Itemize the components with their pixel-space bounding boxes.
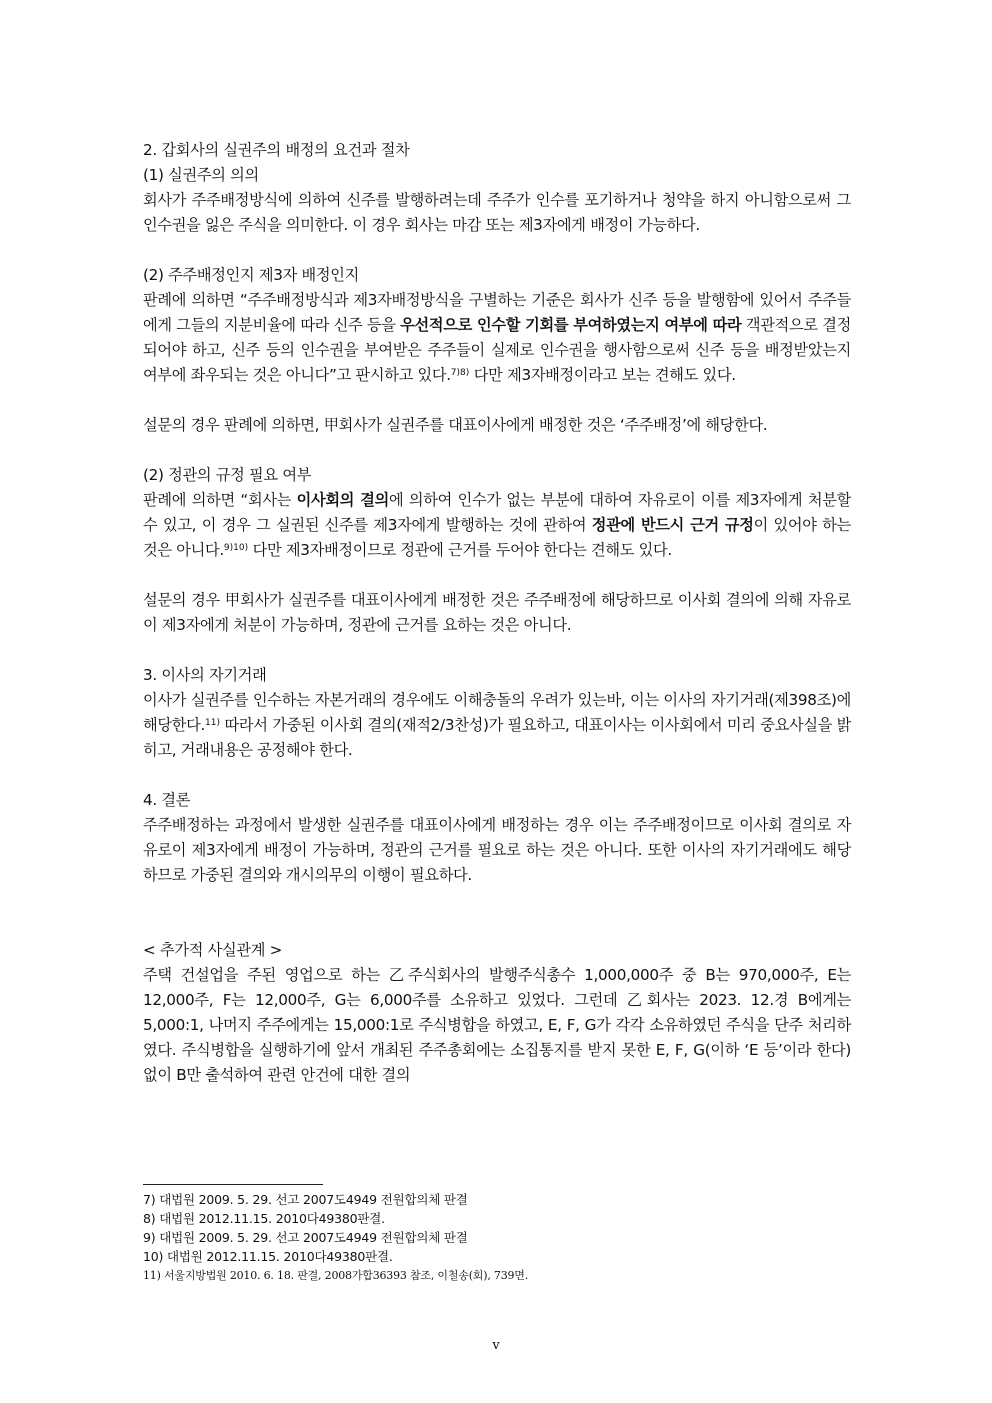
- section-2-1-paragraph: 회사가 주주배정방식에 의하여 신주를 발행하려는데 주주가 인수를 포기하거나 청약을 하지 아니함으로써 그 인수권을 잃은 주식을 의미한다. 이 경우 회사는 마감 또는 제3자에게 배정이 가능하다.: [143, 191, 851, 234]
- section-2-3-conclusion: 설문의 경우 甲회사가 실권주를 대표이사에게 배정한 것은 주주배정에 해당하므로 이사회 결의에 의해 자유로이 제3자에게 처분이 가능하며, 정관에 근거를 요하는 것은 아니다.: [143, 591, 851, 634]
- section-3-title: 3. 이사의 자기거래: [143, 666, 267, 684]
- page-number: v: [492, 1338, 500, 1353]
- bold-emphasis: 우선적으로 인수할 기회를 부여하였는지 여부에 따라: [400, 316, 742, 334]
- section-2-title: 2. 갑회사의 실권주의 배정의 요건과 절차: [143, 141, 410, 159]
- footnote-9: 9) 대법원 2009. 5. 29. 선고 2007도4949 전원합의체 판결: [143, 1230, 468, 1245]
- bold-emphasis: 이사회의 결의: [296, 491, 389, 509]
- document-body: [143, 138, 851, 1088]
- extra-facts-paragraph: 주택 건설업을 주된 영업으로 하는 乙주식회사의 발행주식총수 1,000,000주 중 B는 970,000주, E는 12,000주, F는 12,000주, G는 6,000주를 소유하고 있었다. 그런데 乙회사는 2023. 12.경 B에게는 5,000:1, 나머지 주주에게는 15,000:1로 주식병합을 하였고, E, F, G가 각각 소유하였던 주식을 단주 처리하였다. 주식병합을 실행하기에 앞서 개최된 주주총회에는 소집통지를 받지 못한 E, F, G(이하 ‘E 등’이라 한다) 없이 B만 출석하여 관련 안건에 대한 결의: [143, 966, 851, 1084]
- footnotes: [143, 1190, 851, 1285]
- section-2-2-paragraph: 판례에 의하면 “주주배정방식과 제3자배정방식을 구별하는 기준은 회사가 신주 등을 발행함에 있어서 주주들에게 그들의 지분비율에 따라 신주 등을 우선적으로 인수할 기회를 부여하였는지 여부에 따라 객관적으로 결정되어야 하고, 신주 등의 인수권을 부여받은 주주들이 실제로 인수권을 행사함으로써 신주 등을 배정받았는지 여부에 좌우되는 것은 아니다”고 판시하고 있다.$^{7)8)}$ 다만 제3자배정이라고 보는 견해도 있다.: [143, 291, 852, 384]
- section-2-2-conclusion: 설문의 경우 판례에 의하면, 甲회사가 실권주를 대표이사에게 배정한 것은 ‘주주배정’에 해당한다.: [143, 416, 768, 434]
- section-3-paragraph: 이사가 실권주를 인수하는 자본거래의 경우에도 이해충돌의 우려가 있는바, 이는 이사의 자기거래(제398조)에 해당한다.$^{11)}$ 따라서 가중된 이사회 결의(재적2/3찬성)가 필요하고, 대표이사는 이사회에서 미리 중요사실을 밝히고, 거래내용은 공정해야 한다.: [143, 691, 851, 759]
- footnote-ref-9-10[interactable]: 9)10): [223, 543, 249, 553]
- section-4-paragraph: 주주배정하는 과정에서 발생한 실권주를 대표이사에게 배정하는 경우 이는 주주배정이므로 이사회 결의로 자유로이 제3자에게 배정이 가능하며, 정관의 근거를 필요로 하는 것은 아니다. 또한 이사의 자기거래에도 해당하므로 가중된 결의와 개시의무의 이행이 필요하다.: [143, 816, 851, 884]
- footnote-7: 7) 대법원 2009. 5. 29. 선고 2007도4949 전원합의체 판결: [143, 1192, 468, 1207]
- section-2-1-title: (1) 실권주의 의의: [143, 166, 259, 184]
- extra-facts-title: < 추가적 사실관계 >: [143, 941, 283, 959]
- section-2-2-title: (2) 주주배정인지 제3자 배정인지: [143, 266, 360, 284]
- footnote-8: 8) 대법원 2012.11.15. 2010다49380판결.: [143, 1211, 385, 1226]
- footnote-ref-11[interactable]: 11): [205, 718, 220, 728]
- footnote-10: 10) 대법원 2012.11.15. 2010다49380판결.: [143, 1249, 393, 1264]
- footnote-11: 11) 서울지방법원 2010. 6. 18. 판결, 2008가합36393 참조, 이철송(회), 739면.: [143, 1269, 529, 1282]
- bold-emphasis: 정관에 반드시 근거 규정: [591, 516, 754, 534]
- footnote-ref-7-8[interactable]: 7)8): [450, 368, 470, 378]
- footnote-divider: [143, 1184, 323, 1185]
- section-2-3-title: (2) 정관의 규정 필요 여부: [143, 466, 312, 484]
- section-4-title: 4. 결론: [143, 791, 191, 809]
- section-2-3-paragraph: 판례에 의하면 “회사는 이사회의 결의에 의하여 인수가 없는 부분에 대하여 자유로이 이를 제3자에게 처분할 수 있고, 이 경우 그 실권된 신주를 제3자에게 발행하는 것에 관하여 정관에 반드시 근거 규정이 있어야 하는 것은 아니다.$^{9)10)}$ 다만 제3자배정이므로 정관에 근거를 두어야 한다는 견해도 있다.: [143, 491, 851, 559]
